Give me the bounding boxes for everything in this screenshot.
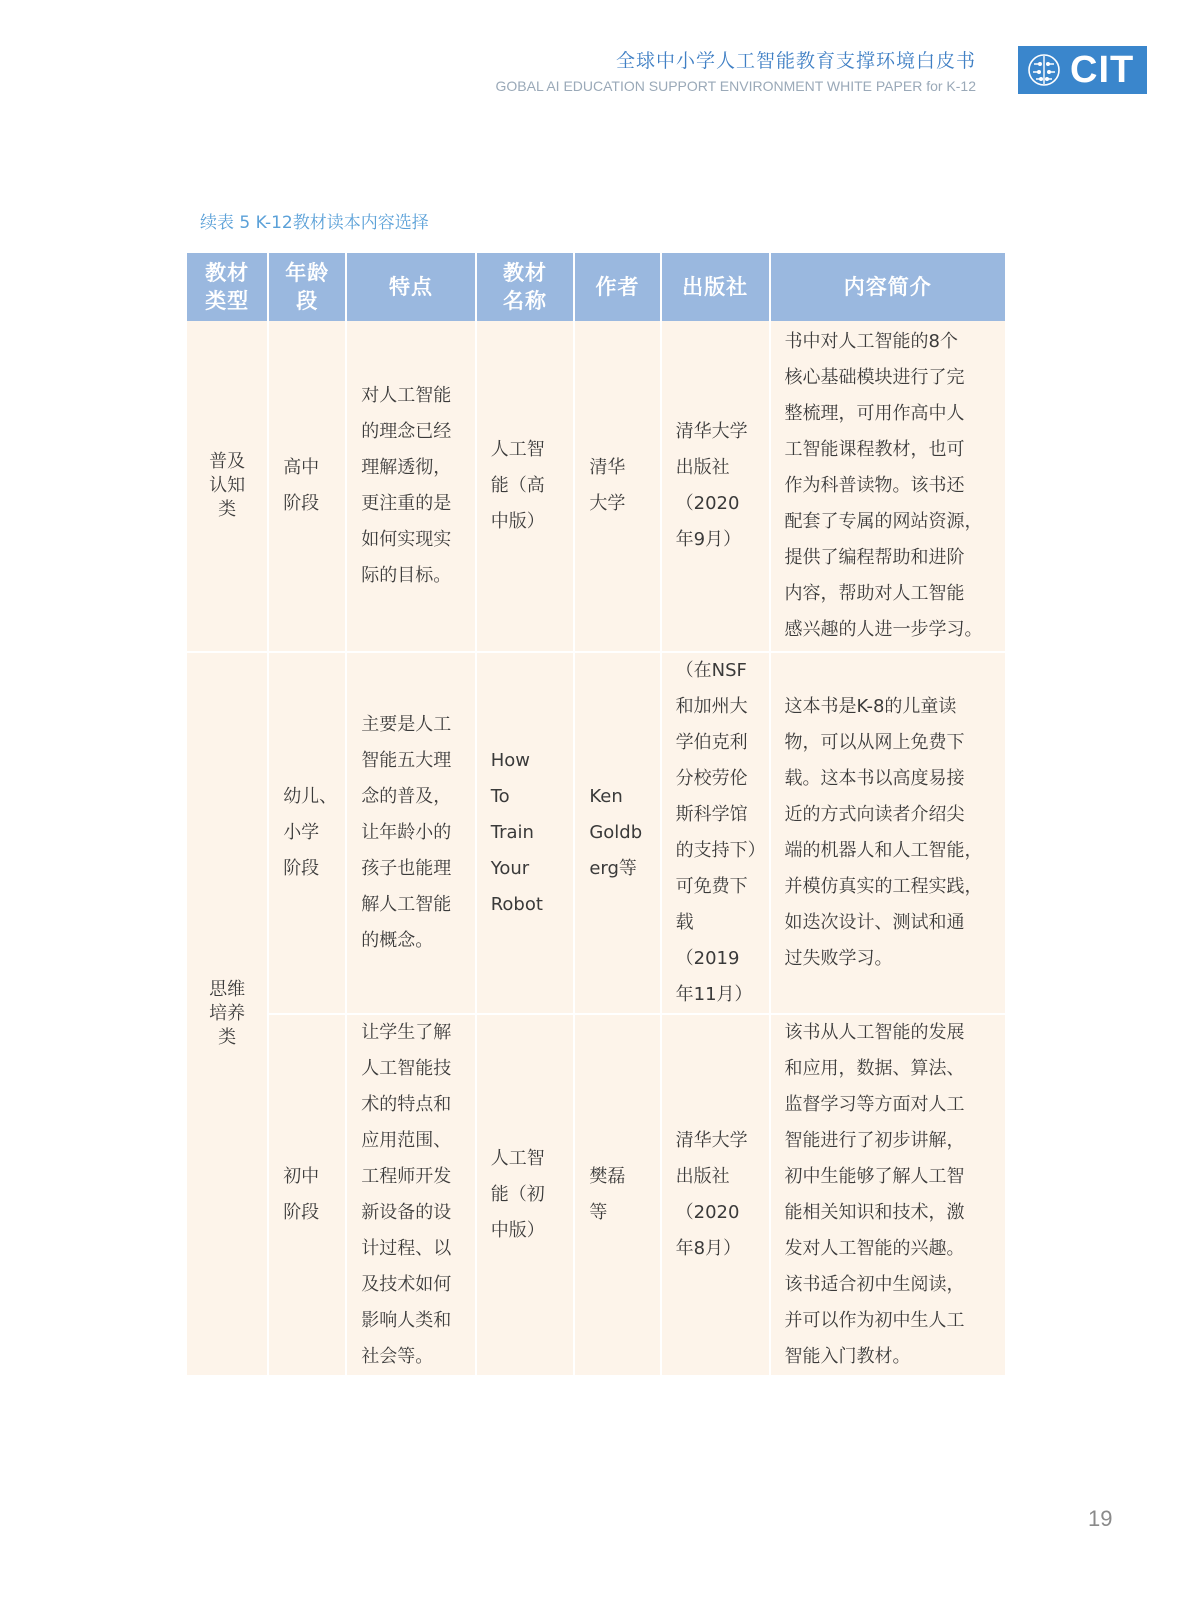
- cell-author: 清华 大学: [575, 321, 659, 651]
- header-summary: 内容简介: [771, 253, 1005, 321]
- page-number: 19: [1088, 1506, 1113, 1531]
- cell-name: 人工智 能（高 中版）: [477, 321, 574, 651]
- cell-author: 樊磊 等: [575, 1013, 659, 1375]
- cell-publisher: （在NSF 和加州大 学伯克利 分校劳伦 斯科学馆 的支持下） 可免费下 载 （2019 年11月）: [662, 651, 769, 1013]
- cell-feature: 让学生了解 人工智能技 术的特点和 应用范围、 工程师开发 新设备的设 计过程、以 及技术如何 影响人类和 社会等。: [347, 1013, 474, 1375]
- cell-age: 幼儿、 小学 阶段: [269, 651, 345, 1013]
- cell-age: 高中 阶段: [269, 321, 345, 651]
- cell-author: Ken Goldb erg等: [575, 651, 659, 1013]
- textbook-table: [185, 253, 1007, 1375]
- cell-name: 人工智 能（初 中版）: [477, 1013, 574, 1375]
- cell-publisher: 清华大学 出版社 （2020 年9月）: [662, 321, 769, 651]
- table-row: [187, 651, 1005, 1013]
- cell-publisher: 清华大学 出版社 （2020 年8月）: [662, 1013, 769, 1375]
- cell-age: 初中 阶段: [269, 1013, 345, 1375]
- cell-type: 思维 培养 类: [187, 651, 267, 1375]
- table-header-row: [187, 253, 1005, 321]
- header-author: 作者: [575, 253, 659, 321]
- cell-feature: 对人工智能 的理念已经 理解透彻， 更注重的是 如何实现实 际的目标。: [347, 321, 474, 651]
- cell-summary: 书中对人工智能的8个 核心基础模块进行了完 整梳理，可用作高中人 工智能课程教材，也可 作为科普读物。该书还 配套了专属的网站资源， 提供了编程帮助和进阶 内容，帮助对人工智能 感兴趣的人进一步学习。: [771, 321, 1005, 651]
- header-subtitle: GOBAL AI EDUCATION SUPPORT ENVIRONMENT WHITE PAPER for K-12: [495, 78, 976, 94]
- header-name: 教材 名称: [477, 253, 574, 321]
- cell-type: 普及 认知 类: [187, 321, 267, 651]
- header-publisher: 出版社: [662, 253, 769, 321]
- logo-text: CIT: [1070, 49, 1135, 91]
- table-caption: 续表 5 K-12教材读本内容选择: [200, 213, 429, 233]
- cell-name: How To Train Your Robot: [477, 651, 574, 1013]
- header-type: 教材 类型: [187, 253, 267, 321]
- header-age: 年龄 段: [269, 253, 345, 321]
- table-row: [187, 321, 1005, 651]
- cell-summary: 这本书是K-8的儿童读 物，可以从网上免费下 载。这本书以高度易接 近的方式向读者介绍尖 端的机器人和人工智能， 并模仿真实的工程实践， 如迭次设计、测试和通 过失败学习。: [771, 651, 1005, 1013]
- cit-logo: [1018, 46, 1147, 94]
- table-row: [187, 1013, 1005, 1375]
- header-feature: 特点: [347, 253, 474, 321]
- brain-circuit-icon: [1026, 52, 1062, 88]
- cell-feature: 主要是人工 智能五大理 念的普及， 让年龄小的 孩子也能理 解人工智能 的概念。: [347, 651, 474, 1013]
- cell-summary: 该书从人工智能的发展 和应用，数据、算法、 监督学习等方面对人工 智能进行了初步讲解， 初中生能够了解人工智 能相关知识和技术，激 发对人工智能的兴趣。 该书适合初中生阅读， 并可以作为初中生人工 智能入门教材。: [771, 1013, 1005, 1375]
- header-title: 全球中小学人工智能教育支撑环境白皮书: [615, 50, 976, 72]
